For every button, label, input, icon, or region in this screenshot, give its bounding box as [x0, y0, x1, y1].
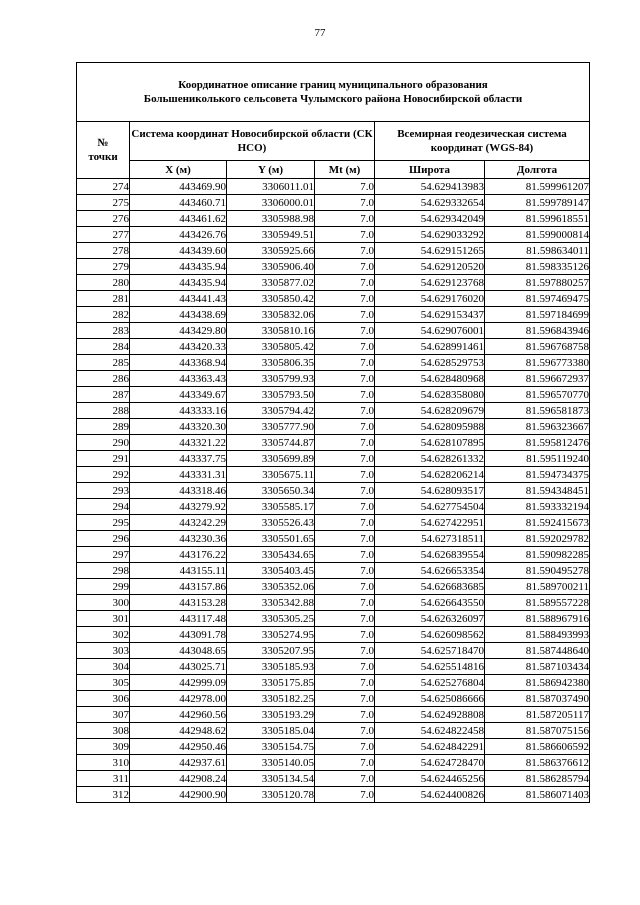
- y-value: 3305906.40: [227, 259, 315, 275]
- longitude-value: 81.595119240: [485, 451, 590, 467]
- x-value: 443048.65: [130, 643, 227, 659]
- longitude-value: 81.594348451: [485, 483, 590, 499]
- latitude-value: 54.629332654: [375, 195, 485, 211]
- y-value: 3305675.11: [227, 467, 315, 483]
- x-value: 443435.94: [130, 259, 227, 275]
- coordinates-table: [76, 62, 590, 803]
- longitude-value: 81.598335126: [485, 259, 590, 275]
- point-number: 310: [77, 755, 130, 771]
- mt-value: 7.0: [315, 483, 375, 499]
- longitude-value: 81.587037490: [485, 691, 590, 707]
- table-row: [77, 723, 590, 739]
- longitude-value: 81.586285794: [485, 771, 590, 787]
- x-value: 443242.29: [130, 515, 227, 531]
- point-number: 281: [77, 291, 130, 307]
- point-number: 296: [77, 531, 130, 547]
- mt-value: 7.0: [315, 339, 375, 355]
- mt-value: 7.0: [315, 659, 375, 675]
- latitude-value: 54.629120520: [375, 259, 485, 275]
- latitude-value: 54.629153437: [375, 307, 485, 323]
- longitude-value: 81.586071403: [485, 787, 590, 803]
- table-row: [77, 179, 590, 195]
- y-value: 3305988.98: [227, 211, 315, 227]
- table-row: [77, 419, 590, 435]
- latitude-value: 54.629151265: [375, 243, 485, 259]
- latitude-value: 54.625514816: [375, 659, 485, 675]
- x-value: 443091.78: [130, 627, 227, 643]
- mt-value: 7.0: [315, 739, 375, 755]
- x-value: 442978.00: [130, 691, 227, 707]
- point-number: 294: [77, 499, 130, 515]
- table-row: [77, 227, 590, 243]
- point-number: 297: [77, 547, 130, 563]
- latitude-value: 54.629123768: [375, 275, 485, 291]
- table-row: [77, 243, 590, 259]
- point-number: 286: [77, 371, 130, 387]
- longitude-value: 81.589700211: [485, 579, 590, 595]
- point-number: 275: [77, 195, 130, 211]
- latitude-value: 54.625718470: [375, 643, 485, 659]
- x-value: 443460.71: [130, 195, 227, 211]
- point-number: 309: [77, 739, 130, 755]
- title-line-1: Координатное описание границ муниципального образования: [178, 79, 488, 91]
- latitude-value: 54.628209679: [375, 403, 485, 419]
- y-value: 3305699.89: [227, 451, 315, 467]
- x-value: 442960.56: [130, 707, 227, 723]
- x-value: 443321.22: [130, 435, 227, 451]
- x-value: 443025.71: [130, 659, 227, 675]
- table-row: [77, 595, 590, 611]
- longitude-value: 81.596773380: [485, 355, 590, 371]
- point-number: 276: [77, 211, 130, 227]
- y-value: 3305182.25: [227, 691, 315, 707]
- y-value: 3305794.42: [227, 403, 315, 419]
- x-value: 443176.22: [130, 547, 227, 563]
- table-row: [77, 707, 590, 723]
- x-value: 443333.16: [130, 403, 227, 419]
- mt-header: Mt (м): [315, 161, 375, 179]
- table-row: [77, 531, 590, 547]
- local-system-header: Система координат Новосибирской области (СК НСО): [130, 122, 375, 161]
- table-row: [77, 643, 590, 659]
- x-value: 443441.43: [130, 291, 227, 307]
- point-number: 279: [77, 259, 130, 275]
- table-row: [77, 755, 590, 771]
- mt-value: 7.0: [315, 691, 375, 707]
- point-number: 308: [77, 723, 130, 739]
- latitude-value: 54.628480968: [375, 371, 485, 387]
- longitude-value: 81.586376612: [485, 755, 590, 771]
- point-number: 307: [77, 707, 130, 723]
- point-number: 282: [77, 307, 130, 323]
- table-row: [77, 467, 590, 483]
- latitude-value: 54.628093517: [375, 483, 485, 499]
- mt-value: 7.0: [315, 531, 375, 547]
- x-value: 443426.76: [130, 227, 227, 243]
- point-number: 299: [77, 579, 130, 595]
- longitude-value: 81.593332194: [485, 499, 590, 515]
- longitude-value: 81.592029782: [485, 531, 590, 547]
- latitude-value: 54.625086666: [375, 691, 485, 707]
- latitude-value: 54.628261332: [375, 451, 485, 467]
- table-row: [77, 787, 590, 803]
- longitude-value: 81.590495278: [485, 563, 590, 579]
- table-row: [77, 339, 590, 355]
- table-row: [77, 515, 590, 531]
- x-value: 443438.69: [130, 307, 227, 323]
- latitude-value: 54.626839554: [375, 547, 485, 563]
- longitude-value: 81.586606592: [485, 739, 590, 755]
- mt-value: 7.0: [315, 227, 375, 243]
- latitude-value: 54.628107895: [375, 435, 485, 451]
- point-number: 287: [77, 387, 130, 403]
- y-value: 3305810.16: [227, 323, 315, 339]
- latitude-value: 54.626643550: [375, 595, 485, 611]
- longitude-value: 81.596768758: [485, 339, 590, 355]
- table-row: [77, 627, 590, 643]
- table-row: [77, 739, 590, 755]
- table-body: [77, 179, 590, 803]
- y-value: 3305185.04: [227, 723, 315, 739]
- table-row: [77, 659, 590, 675]
- mt-value: 7.0: [315, 515, 375, 531]
- x-value: 442937.61: [130, 755, 227, 771]
- mt-value: 7.0: [315, 611, 375, 627]
- x-value: 443461.62: [130, 211, 227, 227]
- table-row: [77, 195, 590, 211]
- y-value: 3305274.95: [227, 627, 315, 643]
- y-value: 3305650.34: [227, 483, 315, 499]
- y-value: 3305877.02: [227, 275, 315, 291]
- point-number-header: № точки: [77, 122, 130, 179]
- y-value: 3305434.65: [227, 547, 315, 563]
- mt-value: 7.0: [315, 371, 375, 387]
- mt-value: 7.0: [315, 707, 375, 723]
- longitude-value: 81.599618551: [485, 211, 590, 227]
- mt-value: 7.0: [315, 291, 375, 307]
- x-value: 443435.94: [130, 275, 227, 291]
- mt-value: 7.0: [315, 419, 375, 435]
- longitude-value: 81.594734375: [485, 467, 590, 483]
- table-row: [77, 211, 590, 227]
- y-value: 3306000.01: [227, 195, 315, 211]
- y-value: 3305799.93: [227, 371, 315, 387]
- table-row: [77, 499, 590, 515]
- mt-value: 7.0: [315, 243, 375, 259]
- mt-value: 7.0: [315, 451, 375, 467]
- y-value: 3305832.06: [227, 307, 315, 323]
- table-row: [77, 483, 590, 499]
- x-value: 442900.90: [130, 787, 227, 803]
- y-value: 3305949.51: [227, 227, 315, 243]
- mt-value: 7.0: [315, 771, 375, 787]
- point-number: 291: [77, 451, 130, 467]
- y-value: 3305777.90: [227, 419, 315, 435]
- table-row: [77, 387, 590, 403]
- point-number: 306: [77, 691, 130, 707]
- point-number: 293: [77, 483, 130, 499]
- y-value: 3305744.87: [227, 435, 315, 451]
- mt-value: 7.0: [315, 195, 375, 211]
- longitude-value: 81.586942380: [485, 675, 590, 691]
- point-number: 280: [77, 275, 130, 291]
- mt-value: 7.0: [315, 323, 375, 339]
- x-value: 443349.67: [130, 387, 227, 403]
- longitude-value: 81.592415673: [485, 515, 590, 531]
- mt-value: 7.0: [315, 179, 375, 195]
- latitude-value: 54.624928808: [375, 707, 485, 723]
- x-value: 443337.75: [130, 451, 227, 467]
- wgs-system-header: Всемирная геодезическая система координат (WGS-84): [375, 122, 590, 161]
- point-number: 302: [77, 627, 130, 643]
- x-header: X (м): [130, 161, 227, 179]
- point-number: 290: [77, 435, 130, 451]
- y-value: 3305925.66: [227, 243, 315, 259]
- latitude-value: 54.624465256: [375, 771, 485, 787]
- mt-value: 7.0: [315, 595, 375, 611]
- y-value: 3305193.29: [227, 707, 315, 723]
- longitude-value: 81.597184699: [485, 307, 590, 323]
- latitude-value: 54.628358080: [375, 387, 485, 403]
- y-value: 3305805.42: [227, 339, 315, 355]
- longitude-header: Долгота: [485, 161, 590, 179]
- longitude-value: 81.587205117: [485, 707, 590, 723]
- mt-value: 7.0: [315, 403, 375, 419]
- latitude-value: 54.626326097: [375, 611, 485, 627]
- mt-value: 7.0: [315, 275, 375, 291]
- y-value: 3305154.75: [227, 739, 315, 755]
- point-number: 303: [77, 643, 130, 659]
- x-value: 443117.48: [130, 611, 227, 627]
- x-value: 442999.09: [130, 675, 227, 691]
- longitude-value: 81.587448640: [485, 643, 590, 659]
- x-value: 442908.24: [130, 771, 227, 787]
- latitude-value: 54.627318511: [375, 531, 485, 547]
- table-row: [77, 611, 590, 627]
- table-row: [77, 691, 590, 707]
- mt-value: 7.0: [315, 387, 375, 403]
- mt-value: 7.0: [315, 787, 375, 803]
- mt-value: 7.0: [315, 723, 375, 739]
- latitude-value: 54.624400826: [375, 787, 485, 803]
- y-header: Y (м): [227, 161, 315, 179]
- table-row: [77, 323, 590, 339]
- table-row: [77, 259, 590, 275]
- mt-value: 7.0: [315, 627, 375, 643]
- y-value: 3305140.05: [227, 755, 315, 771]
- latitude-value: 54.625276804: [375, 675, 485, 691]
- latitude-value: 54.626653354: [375, 563, 485, 579]
- latitude-value: 54.626683685: [375, 579, 485, 595]
- longitude-value: 81.588967916: [485, 611, 590, 627]
- mt-value: 7.0: [315, 547, 375, 563]
- y-value: 3305585.17: [227, 499, 315, 515]
- y-value: 3305352.06: [227, 579, 315, 595]
- x-value: 443153.28: [130, 595, 227, 611]
- point-number: 295: [77, 515, 130, 531]
- point-number: 311: [77, 771, 130, 787]
- table-row: [77, 355, 590, 371]
- table-row: [77, 579, 590, 595]
- x-value: 443279.92: [130, 499, 227, 515]
- longitude-value: 81.597469475: [485, 291, 590, 307]
- mt-value: 7.0: [315, 259, 375, 275]
- y-value: 3305806.35: [227, 355, 315, 371]
- mt-value: 7.0: [315, 467, 375, 483]
- mt-value: 7.0: [315, 435, 375, 451]
- x-value: 443155.11: [130, 563, 227, 579]
- latitude-value: 54.629033292: [375, 227, 485, 243]
- point-number: 277: [77, 227, 130, 243]
- y-value: 3305120.78: [227, 787, 315, 803]
- y-value: 3305175.85: [227, 675, 315, 691]
- table-row: [77, 563, 590, 579]
- latitude-value: 54.628991461: [375, 339, 485, 355]
- longitude-value: 81.597880257: [485, 275, 590, 291]
- mt-value: 7.0: [315, 499, 375, 515]
- latitude-value: 54.624728470: [375, 755, 485, 771]
- y-value: 3305207.95: [227, 643, 315, 659]
- latitude-value: 54.629413983: [375, 179, 485, 195]
- table-row: [77, 435, 590, 451]
- mt-value: 7.0: [315, 643, 375, 659]
- latitude-header: Широта: [375, 161, 485, 179]
- latitude-value: 54.627754504: [375, 499, 485, 515]
- x-value: 443230.36: [130, 531, 227, 547]
- table-row: [77, 547, 590, 563]
- x-value: 443469.90: [130, 179, 227, 195]
- mt-value: 7.0: [315, 755, 375, 771]
- y-value: 3305403.45: [227, 563, 315, 579]
- point-number: 292: [77, 467, 130, 483]
- longitude-value: 81.595812476: [485, 435, 590, 451]
- point-number: 298: [77, 563, 130, 579]
- table-row: [77, 451, 590, 467]
- longitude-value: 81.587075156: [485, 723, 590, 739]
- latitude-value: 54.628095988: [375, 419, 485, 435]
- x-value: 443331.31: [130, 467, 227, 483]
- table-row: [77, 291, 590, 307]
- longitude-value: 81.596672937: [485, 371, 590, 387]
- longitude-value: 81.596323667: [485, 419, 590, 435]
- table-title: [77, 63, 590, 122]
- page-number: 77: [314, 27, 326, 39]
- mt-value: 7.0: [315, 675, 375, 691]
- latitude-value: 54.628529753: [375, 355, 485, 371]
- y-value: 3305342.88: [227, 595, 315, 611]
- point-number: 305: [77, 675, 130, 691]
- point-number: 300: [77, 595, 130, 611]
- longitude-value: 81.598634011: [485, 243, 590, 259]
- latitude-value: 54.629176020: [375, 291, 485, 307]
- latitude-value: 54.628206214: [375, 467, 485, 483]
- table-row: [77, 371, 590, 387]
- latitude-value: 54.626098562: [375, 627, 485, 643]
- x-value: 442950.46: [130, 739, 227, 755]
- point-number: 304: [77, 659, 130, 675]
- point-number: 274: [77, 179, 130, 195]
- mt-value: 7.0: [315, 355, 375, 371]
- table-row: [77, 403, 590, 419]
- longitude-value: 81.587103434: [485, 659, 590, 675]
- latitude-value: 54.624822458: [375, 723, 485, 739]
- y-value: 3305501.65: [227, 531, 315, 547]
- longitude-value: 81.596843946: [485, 323, 590, 339]
- table-row: [77, 675, 590, 691]
- latitude-value: 54.629342049: [375, 211, 485, 227]
- longitude-value: 81.589557228: [485, 595, 590, 611]
- point-number: 289: [77, 419, 130, 435]
- mt-value: 7.0: [315, 211, 375, 227]
- point-number: 284: [77, 339, 130, 355]
- x-value: 443439.60: [130, 243, 227, 259]
- table-row: [77, 275, 590, 291]
- x-value: 443368.94: [130, 355, 227, 371]
- x-value: 443363.43: [130, 371, 227, 387]
- y-value: 3305793.50: [227, 387, 315, 403]
- longitude-value: 81.596570770: [485, 387, 590, 403]
- title-line-2: Большениколького сельсовета Чулымского района Новосибирской области: [143, 93, 523, 105]
- y-value: 3305526.43: [227, 515, 315, 531]
- point-number: 283: [77, 323, 130, 339]
- longitude-value: 81.599961207: [485, 179, 590, 195]
- mt-value: 7.0: [315, 307, 375, 323]
- table-row: [77, 307, 590, 323]
- x-value: 443157.86: [130, 579, 227, 595]
- longitude-value: 81.590982285: [485, 547, 590, 563]
- point-number: 285: [77, 355, 130, 371]
- x-value: 443429.80: [130, 323, 227, 339]
- point-number: 288: [77, 403, 130, 419]
- mt-value: 7.0: [315, 579, 375, 595]
- y-value: 3306011.01: [227, 179, 315, 195]
- y-value: 3305134.54: [227, 771, 315, 787]
- y-value: 3305850.42: [227, 291, 315, 307]
- x-value: 443320.30: [130, 419, 227, 435]
- table-row: [77, 771, 590, 787]
- longitude-value: 81.599000814: [485, 227, 590, 243]
- x-value: 443420.33: [130, 339, 227, 355]
- y-value: 3305305.25: [227, 611, 315, 627]
- longitude-value: 81.596581873: [485, 403, 590, 419]
- y-value: 3305185.93: [227, 659, 315, 675]
- point-number: 301: [77, 611, 130, 627]
- point-number: 278: [77, 243, 130, 259]
- point-number: 312: [77, 787, 130, 803]
- longitude-value: 81.588493993: [485, 627, 590, 643]
- x-value: 442948.62: [130, 723, 227, 739]
- latitude-value: 54.624842291: [375, 739, 485, 755]
- latitude-value: 54.627422951: [375, 515, 485, 531]
- longitude-value: 81.599789147: [485, 195, 590, 211]
- latitude-value: 54.629076001: [375, 323, 485, 339]
- x-value: 443318.46: [130, 483, 227, 499]
- mt-value: 7.0: [315, 563, 375, 579]
